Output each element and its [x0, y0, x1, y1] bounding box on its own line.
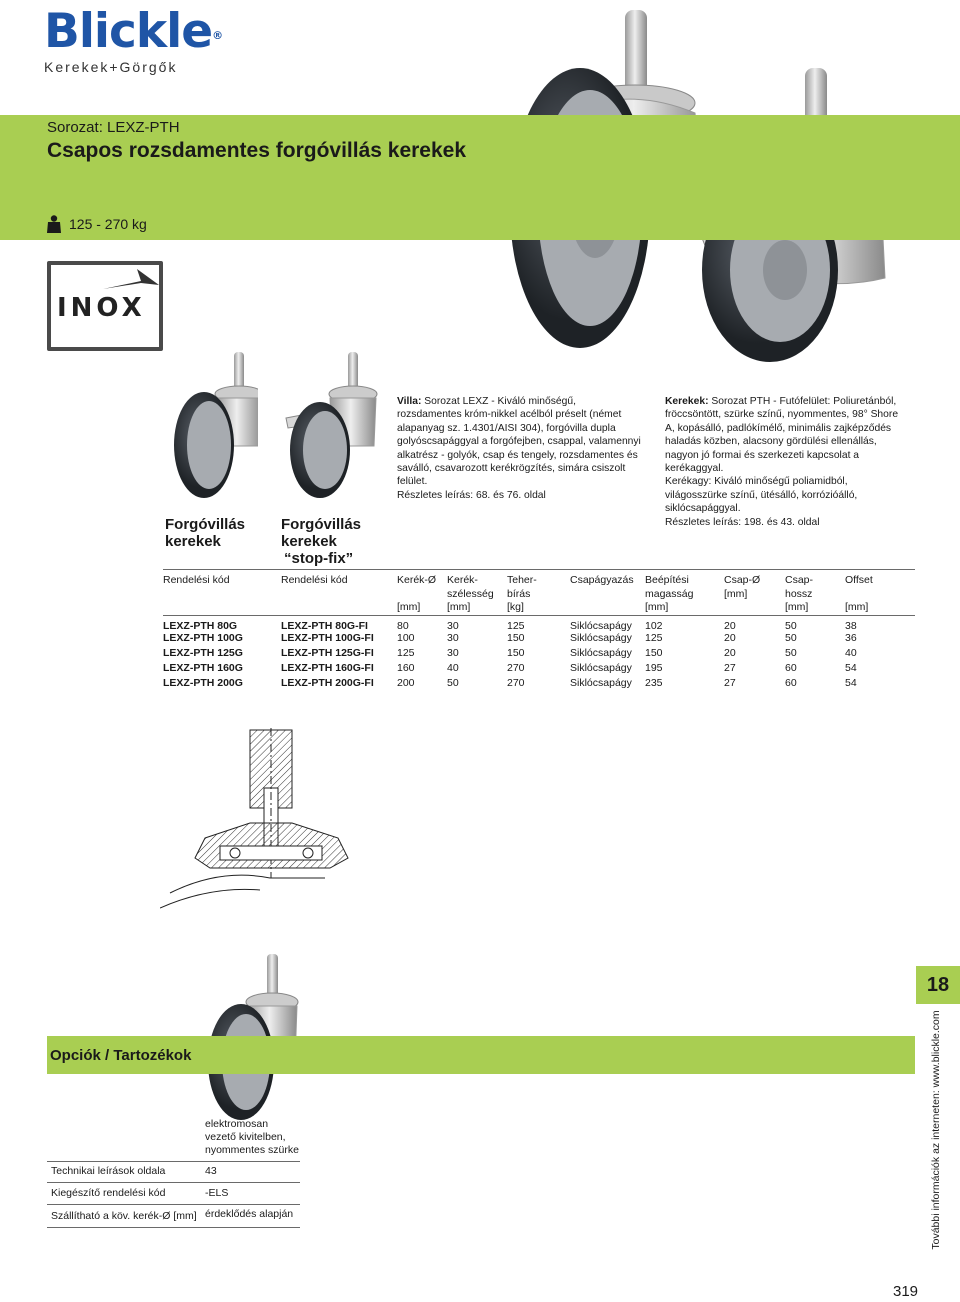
table-cell: Siklócsapágy: [570, 676, 632, 689]
page-title: Csapos rozsdamentes forgóvillás kerekek: [47, 139, 467, 162]
table-cell: LEXZ-PTH 200G-FI: [281, 676, 374, 689]
options-band: [47, 1036, 915, 1074]
table-cell: 30: [447, 631, 459, 644]
wheel-description: [665, 395, 905, 529]
table-cell: 38: [845, 619, 857, 632]
fork-text: Sorozat LEXZ - Kiváló minőségű, rozsdamentes króm-nikkel acélból préselt (német alapanyag sz. 1.4301/AISI 304), forgóvilla dupla golyóscsapággyal a forgófejben, csappal, valamennyi alkatrész - golyók, csap és tengely, rozsdamentes és saválló, csavarozott kerékrögzítés, simára csiszolt felület.: [397, 396, 641, 488]
column-header: [570, 572, 645, 615]
column-header-line: Offset: [845, 574, 873, 586]
column-header-line: Csap-Ø: [724, 574, 761, 586]
table-cell: 270: [507, 661, 525, 674]
section-swivel-brake: [281, 516, 376, 567]
table-cell: 40: [447, 661, 459, 674]
table-row: [163, 647, 915, 662]
table-cell: 50: [785, 619, 797, 632]
section-swivel-brake-subtitle: “stop-fix”: [284, 550, 354, 567]
table-cell: LEXZ-PTH 80G-FI: [281, 619, 368, 632]
column-header-line: [397, 588, 447, 602]
brand-tagline: Kerekek+Görgők: [44, 59, 178, 75]
table-cell: 54: [845, 676, 857, 689]
table-cell: 150: [507, 646, 525, 659]
option-label: Kiegészítő rendelési kód: [51, 1187, 166, 1199]
column-header: [163, 572, 281, 615]
option-rule: [47, 1161, 300, 1162]
column-header: [507, 572, 570, 615]
table-cell: 54: [845, 661, 857, 674]
brand-name: Blickle: [44, 4, 213, 59]
swivel-caster-image: [168, 350, 258, 500]
fork-reference: Részletes leírás: 68. és 76. oldal: [397, 489, 546, 501]
option-label: Technikai leírások oldala: [51, 1165, 166, 1177]
option-rule: [47, 1227, 300, 1228]
table-cell: 150: [645, 646, 663, 659]
table-cell: Siklócsapágy: [570, 619, 632, 632]
table-cell: Siklócsapágy: [570, 661, 632, 674]
table-cell: 27: [724, 661, 736, 674]
column-header-line: Kerék-Ø: [397, 574, 437, 586]
load-range-text: 125 - 270 kg: [69, 216, 147, 232]
table-row: [163, 632, 915, 647]
table-cell: LEXZ-PTH 100G-FI: [281, 631, 374, 644]
fork-description: [397, 395, 642, 502]
option-value: érdeklődés alapján: [205, 1208, 294, 1220]
column-header: [645, 572, 724, 615]
table-cell: 80: [397, 619, 409, 632]
table-cell: 50: [785, 631, 797, 644]
table-cell: 125: [397, 646, 415, 659]
page-number: 319: [893, 1283, 919, 1300]
table-cell: 125: [645, 631, 663, 644]
table-cell: 30: [447, 619, 459, 632]
option-rule: [47, 1204, 300, 1205]
column-header-line: [570, 601, 645, 615]
table-cell: 50: [447, 676, 459, 689]
column-header-line: [kg]: [507, 601, 524, 613]
table-cell: 27: [724, 676, 736, 689]
column-header-line: Kerék-: [447, 574, 478, 586]
table-cell: 195: [645, 661, 663, 674]
table-row: [163, 615, 915, 632]
column-header: [281, 572, 397, 615]
table-cell: LEXZ-PTH 200G: [163, 676, 243, 689]
column-header-line: Csap-: [785, 574, 814, 586]
table-cell: 30: [447, 646, 459, 659]
option-label: Szállítható a köv. kerék-Ø [mm]: [51, 1210, 197, 1222]
hub-text: Kerékagy: Kiváló minőségű poliamidból, világosszürke színű, ütésálló, korrózióálló, siklócsapággyal.: [665, 476, 858, 515]
table-cell: LEXZ-PTH 100G: [163, 631, 243, 644]
inox-text: INOX: [57, 293, 146, 323]
table-cell: 20: [724, 619, 736, 632]
option-rule: [47, 1182, 300, 1183]
wheel-text: Sorozat PTH - Futófelület: Poliuretánból, fröccsöntött, szürke színű, nyommentes, 98° Shore A, kopásálló, padlókímélő, minimális zajképződés haladás közben, alacsony gördülési ellenállás, nagyon jó formai és szerkezeti kapcsolat a kerékaggyal.: [665, 396, 899, 475]
swoosh-icon: [101, 267, 161, 293]
column-header-line: [163, 601, 281, 615]
option-value: -ELS: [205, 1187, 229, 1199]
option-variant-desc: elektromosan vezető kivitelben, nyommentes szürke: [205, 1118, 299, 1156]
table-cell: 235: [645, 676, 663, 689]
column-header: [724, 572, 785, 615]
load-range: [47, 215, 147, 233]
column-header-line: [mm]: [397, 601, 421, 613]
table-cell: 150: [507, 631, 525, 644]
table-cell: LEXZ-PTH 160G: [163, 661, 243, 674]
table-cell: LEXZ-PTH 125G-FI: [281, 646, 374, 659]
table-cell: Siklócsapágy: [570, 646, 632, 659]
table-row: [163, 662, 915, 677]
table-cell: 20: [724, 631, 736, 644]
column-header-line: [mm]: [645, 601, 669, 613]
section-swivel: Forgóvillás kerekek: [165, 516, 246, 550]
table-top-rule: [163, 569, 915, 570]
table-row: [163, 677, 915, 692]
column-header-line: [mm]: [447, 601, 471, 613]
column-header-line: [mm]: [785, 601, 809, 613]
table-cell: 50: [785, 646, 797, 659]
table-cell: 102: [645, 619, 663, 632]
column-header-line: [570, 588, 645, 602]
column-header-line: [163, 588, 281, 602]
option-value: 43: [205, 1165, 217, 1177]
column-header-line: magasság: [645, 587, 694, 600]
table-cell: LEXZ-PTH 125G: [163, 646, 243, 659]
table-header: [163, 572, 915, 615]
table-cell: LEXZ-PTH 80G: [163, 619, 238, 632]
table-cell: 200: [397, 676, 415, 689]
table-cell: 100: [397, 631, 415, 644]
chapter-tab: 18: [916, 966, 960, 1004]
table-cell: 60: [785, 676, 797, 689]
options-title: Opciók / Tartozékok: [50, 1047, 192, 1064]
website-note: [928, 1012, 944, 1248]
table-cell: Siklócsapágy: [570, 631, 632, 644]
brand-logo: Blickle® Kerekek+Görgők: [44, 4, 223, 75]
table-cell: 60: [785, 661, 797, 674]
column-header: [397, 572, 447, 615]
swivel-brake-caster-image: [280, 350, 380, 500]
column-header-line: hossz: [785, 587, 813, 600]
fork-label: Villa:: [397, 396, 422, 407]
column-header-line: [724, 601, 785, 615]
table-cell: 160: [397, 661, 415, 674]
column-header: [447, 572, 507, 615]
technical-drawing: [160, 728, 365, 928]
column-header-line: [mm]: [845, 601, 869, 613]
column-header-line: Rendelési kód: [163, 574, 230, 586]
series-label: Sorozat: LEXZ-PTH: [47, 119, 180, 136]
column-header-line: Beépítési: [645, 574, 689, 586]
table-cell: 40: [845, 646, 857, 659]
weight-icon: [47, 215, 61, 233]
column-header-line: Rendelési kód: [281, 574, 348, 586]
inox-logo: [47, 261, 163, 351]
table-cell: 125: [507, 619, 525, 632]
column-header-line: [mm]: [724, 587, 748, 600]
column-header-line: Teher-: [507, 574, 537, 586]
column-header: [845, 572, 915, 615]
table-cell: LEXZ-PTH 160G-FI: [281, 661, 374, 674]
column-header-line: [281, 601, 397, 615]
table-cell: 270: [507, 676, 525, 689]
column-header-line: [281, 588, 397, 602]
column-header-line: Csapágyazás: [570, 574, 634, 586]
column-header-line: szélesség: [447, 587, 494, 600]
wheel-reference: Részletes leírás: 198. és 43. oldal: [665, 516, 820, 528]
column-header: [785, 572, 845, 615]
section-swivel-brake-title: Forgóvillás kerekek: [281, 516, 362, 550]
website-note-text: További információk az interneten: www.blickle.com: [930, 1010, 942, 1250]
table-cell: 36: [845, 631, 857, 644]
product-table: [163, 572, 915, 692]
wheel-label: Kerekek:: [665, 396, 709, 407]
column-header-line: [845, 588, 915, 602]
column-header-line: bírás: [507, 587, 531, 600]
table-body: [163, 615, 915, 692]
table-cell: 20: [724, 646, 736, 659]
